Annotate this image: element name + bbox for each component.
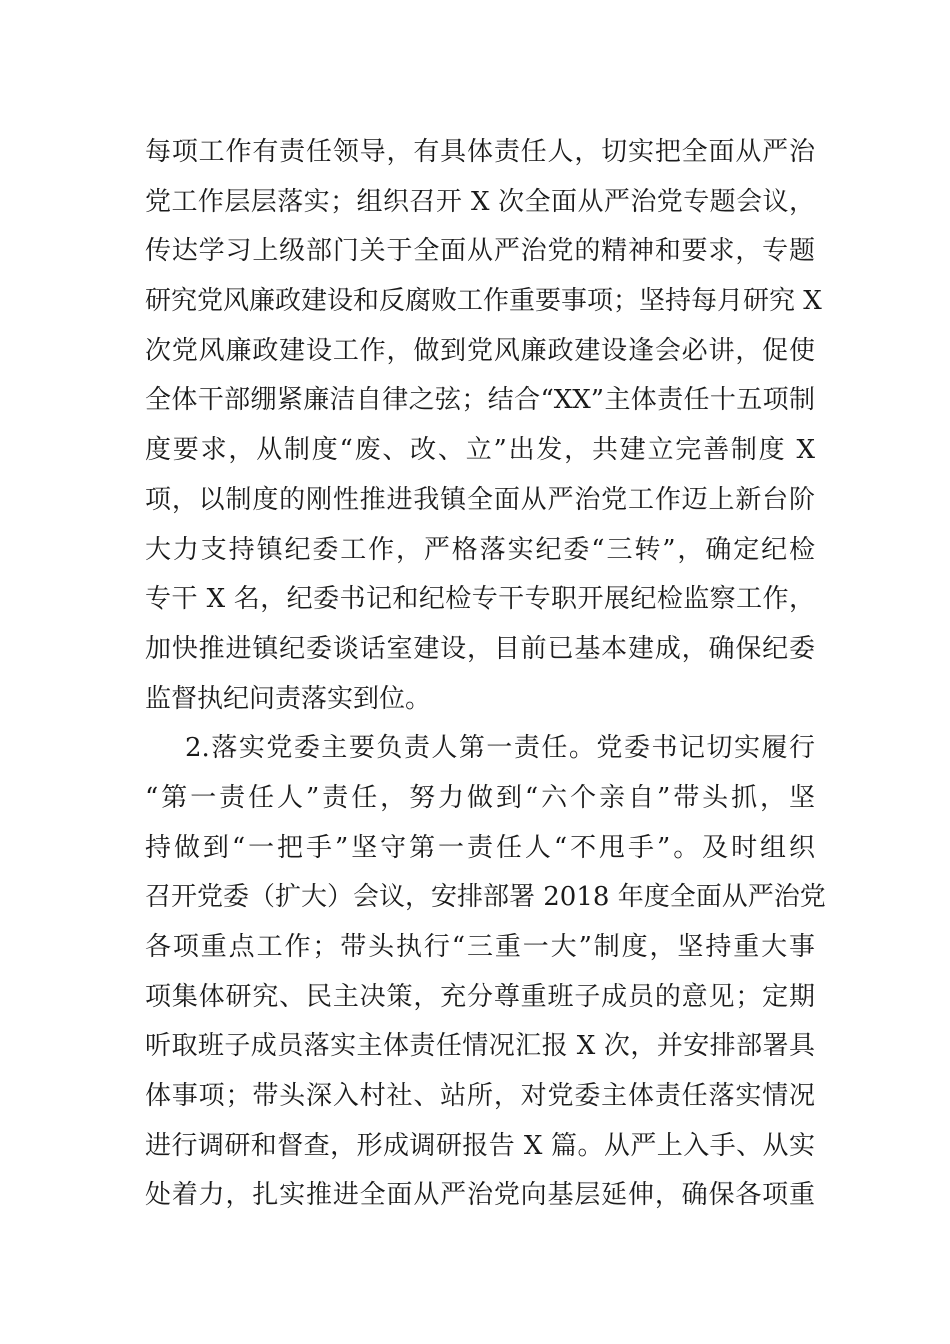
text-line: 传达学习上级部门关于全面从严治党的精神和要求，专题: [145, 236, 815, 267]
text-line: 体事项；带头深入村社、站所，对党委主体责任落实情况: [145, 1081, 815, 1112]
text-line: 持做到“一把手”坚守第一责任人“不甩手”。及时组织: [145, 832, 815, 863]
text-line: 召开党委（扩大）会议，安排部署 2018 年度全面从严治党: [145, 882, 826, 913]
text-line: “第一责任人”责任，努力做到“六个亲自”带头抓，坚: [145, 782, 815, 813]
text-line: 项集体研究、民主决策，充分尊重班子成员的意见；定期: [145, 981, 815, 1012]
text-line: 度要求，从制度“废、改、立”出发，共建立完善制度 X: [145, 435, 815, 466]
text-line: 大力支持镇纪委工作，严格落实纪委“三转”，确定纪检: [145, 534, 815, 565]
text-line: 项，以制度的刚性推进我镇全面从严治党工作迈上新台阶: [145, 484, 815, 515]
text-line: 听取班子成员落实主体责任情况汇报 X 次，并安排部署具: [145, 1031, 815, 1062]
text-line: 每项工作有责任领导，有具体责任人，切实把全面从严治: [145, 137, 815, 167]
document-body: [145, 128, 826, 1221]
text-line: 加快推进镇纪委谈话室建设，目前已基本建成，确保纪委: [145, 633, 815, 664]
text-line: 专干 X 名，纪委书记和纪检专干专职开展纪检监察工作，: [145, 584, 815, 615]
section-heading-line: 2.落实党委主要负责人第一责任。党委书记切实履行: [185, 733, 815, 764]
text-line: 次党风廉政建设工作，做到党风廉政建设逢会必讲，促使: [145, 335, 815, 366]
text-line: 处着力，扎实推进全面从严治党向基层延伸，确保各项重: [145, 1180, 815, 1211]
text-line: 各项重点工作；带头执行“三重一大”制度，坚持重大事: [145, 932, 815, 962]
text-line: 全体干部绷紧廉洁自律之弦；结合“XX”主体责任十五项制: [145, 385, 815, 416]
text-line: 研究党风廉政建设和反腐败工作重要事项；坚持每月研究 X: [145, 286, 822, 317]
text-line: 进行调研和督查，形成调研报告 X 篇。从严上入手、从实: [145, 1130, 815, 1161]
text-line: 党工作层层落实；组织召开 X 次全面从严治党专题会议，: [145, 186, 815, 217]
paragraph-end-line: 监督执纪问责落实到位。: [145, 683, 432, 714]
